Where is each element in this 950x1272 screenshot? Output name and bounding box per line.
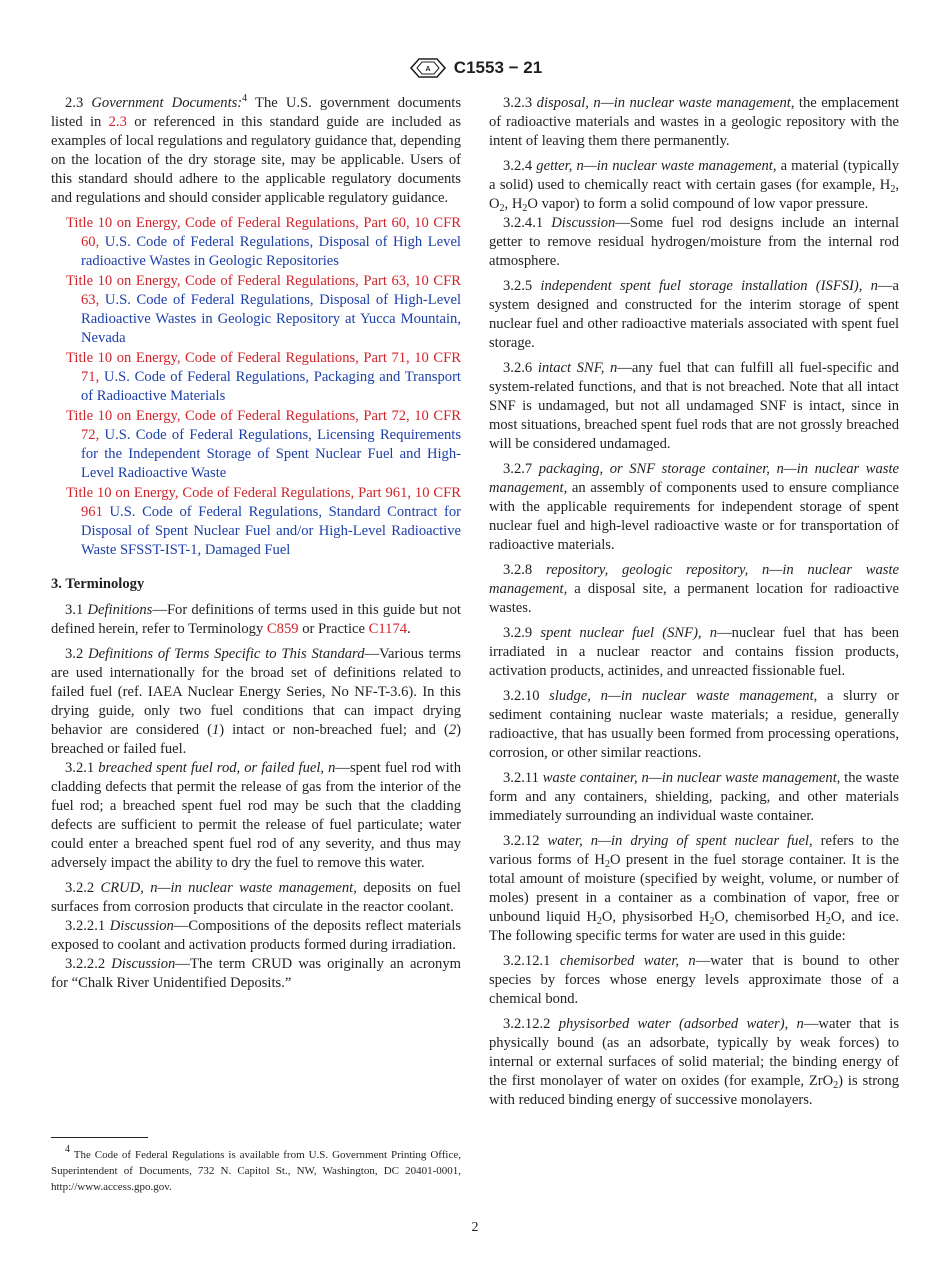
section-3-2-12: 3.2.12 water, n—in drying of spent nuclear fuel, refers to the various forms of $H_2O$ present in the fuel storage container. It is the total amount of moisture (specified by weight, volume, or number of moles) present in a container as a combination of vapor, free or unbound liquid $H_2O$, physisorbed $H_2O$, chemisorbed $H_2O$, and ice. The following specific terms for water are used in this guide: — [489, 833, 900, 944]
section-3-2-12-1: 3.2.12.1 chemisorbed water, n—water that is bound to other species by forces whose energy levels approximate those of a chemical bond. — [489, 953, 899, 1007]
section-3-2-11: 3.2.11 waste container, n—in nuclear waste management, the waste form and any containers, shielding, packing, and other materials immediately surrounding an individual waste container. — [489, 770, 899, 824]
reference-10cfr961[interactable]: Title 10 on Energy, Code of Federal Regulations, Part 961, 10 CFR 961 U.S. Code of Federal Regulations, Standard Contract for Disposal of Spent Nuclear Fuel and/or High-Level Radioactive Waste SFSST-IST-1, Damaged Fuel — [66, 485, 461, 558]
section-3-2-3: 3.2.3 disposal, n—in nuclear waste management, the emplacement of radioactive materials and wastes in a geologic repository with the intent of leaving them there permanently. — [489, 95, 899, 149]
page-header — [0, 56, 950, 80]
footnote-mark: 4 — [65, 1144, 70, 1155]
section-3-2-4-1: 3.2.4.1 Discussion—Some fuel rod designs include an internal getter to remove residual hydrogen/moisture from the internal rod atmosphere. — [489, 215, 899, 269]
reference-10cfr63[interactable]: Title 10 on Energy, Code of Federal Regulations, Part 63, 10 CFR 63, U.S. Code of Federal Regulations, Disposal of High-Level Radioactive Wastes in Geologic Repository at Yucca Mountain, Nevada — [66, 273, 461, 346]
section-link[interactable]: 2.3 — [108, 114, 127, 130]
section-3-1: 3.1 Definitions—For definitions of terms used in this guide but not defined herein, refer to Terminology C859 or Practice C1174. — [51, 602, 461, 637]
section-3-2-2-1: 3.2.2.1 Discussion—Compositions of the deposits reflect materials exposed to coolant and activation products formed during irradiation. — [51, 918, 461, 953]
section-3-2-10: 3.2.10 sludge, n—in nuclear waste management, a slurry or sediment containing nuclear waste materials; a residue, generally radioactive, that has usually been formed from processing operations, corrosion, or other similar reactions. — [489, 688, 899, 761]
footnote-ref[interactable]: 4 — [242, 93, 248, 104]
section-3-2-6: 3.2.6 intact SNF, n—any fuel that can fulfill all fuel-specific and system-related functions, and that is not breached. Note that all intact SNF is undamaged, but not all undamaged SNF is intact, since in most situations, breached spent fuel rods that are not grossly breached will be considered undamaged. — [489, 360, 899, 452]
page-number: 2 — [471, 1220, 479, 1235]
section-3-2-7: 3.2.7 packaging, or SNF storage container, n—in nuclear waste management, an assembly of components used to ensure compliance with the applicable requirements for independent storage of spent nuclear fuel and high-level radioactive waste or for transportation of radioactive materials. — [489, 461, 899, 553]
section-3-2-9: 3.2.9 spent nuclear fuel (SNF), n—nuclear fuel that has been irradiated in a nuclear reactor and contains fission products, activation products, actinides, and unreacted fissionable fuel. — [489, 625, 899, 679]
section-3-2-4: 3.2.4 getter, n—in nuclear waste management, a material (typically a solid) used to chemically react with certain gases (for example, $H_2$, $O_2$, $H_2O$ vapor) to form a solid compound of low vapor pressure. — [489, 158, 899, 214]
astm-logo-icon — [408, 56, 448, 80]
link-c859[interactable]: C859 — [266, 621, 299, 637]
section-3-2-2: 3.2.2 CRUD, n—in nuclear waste management, deposits on fuel surfaces from corrosion products that circulate in the reactor coolant. — [51, 880, 461, 915]
right-column — [489, 94, 899, 1116]
link-c1174[interactable]: C1174 — [368, 621, 408, 637]
section-2-3: 2.3 Government Documents:$^4$ The U.S. government documents listed in 2.3 or referenced in this standard guide are included as examples of local regulations and regulatory guidance that, depending on the location of the dry storage site, may be applicable. Users of this standard should adhere to the applicable regulatory documents and regulations and should consider applicable regulatory guidance. — [51, 93, 461, 206]
reference-10cfr72[interactable]: Title 10 on Energy, Code of Federal Regulations, Part 72, 10 CFR 72, U.S. Code of Federal Regulations, Licensing Requirements for the Independent Storage of Spent Nuclear Fuel and High-Level Radioactive Waste — [66, 408, 461, 481]
section-3-2: 3.2 Definitions of Terms Specific to This Standard—Various terms are used internationally for the broad set of definitions related to failed fuel (ref. IAEA Nuclear Energy Series, No NF-T-3.6). In this drying guide, only two fuel conditions that can impact drying behavior are considered (1) intact or non-breached fuel; and (2) breached or failed fuel. — [51, 646, 461, 757]
section-3-2-2-2: 3.2.2.2 Discussion—The term CRUD was originally an acronym for “Chalk River Unidentified Deposits.” — [51, 956, 461, 991]
svg-text:A: A — [425, 66, 431, 73]
footnote — [51, 1144, 461, 1195]
section-3-2-1: 3.2.1 breached spent fuel rod, or failed fuel, n—spent fuel rod with cladding defects that permit the release of gas from the interior of the fuel rod; a breached spent fuel rod may be such that the cladding defects are sufficient to permit the release of fuel particulate; water could enter a breached spent fuel rod of any severity, and thus may adversely impact the ability to dry the fuel to remove this water. — [51, 760, 461, 871]
section-3-2-12-2: 3.2.12.2 physisorbed water (adsorbed water), n—water that is physically bound (as an adsorbate, typically by weak forces) to internal or external surfaces of solid material; the binding energy of the first monolayer of water on oxides (for example, ZrO$_2$) is strong with reduced binding energy of successive monolayers. — [489, 1016, 900, 1108]
left-column — [51, 94, 461, 999]
document-number: C1553 − 21 — [453, 58, 543, 77]
footnote-text: The Code of Federal Regulations is available from U.S. Government Printing Office, Superintendent of Documents, 732 N. Capitol St., NW, Washington, DC 20401-0001, http://www.access.gpo.gov. — [51, 1149, 461, 1193]
section-3-2-8: 3.2.8 repository, geologic repository, n—in nuclear waste management, a disposal site, a permanent location for radioactive wastes. — [489, 562, 900, 616]
section-3-2-5: 3.2.5 independent spent fuel storage installation (ISFSI), n—a system designed and constructed for the interim storage of spent nuclear fuel and other radioactive materials associated with spent fuel storage. — [489, 278, 899, 351]
section-heading-terminology: 3. Terminology — [51, 576, 145, 592]
reference-10cfr71[interactable]: Title 10 on Energy, Code of Federal Regulations, Part 71, 10 CFR 71, U.S. Code of Federal Regulations, Packaging and Transport of Radioactive Materials — [66, 350, 461, 404]
reference-10cfr60[interactable]: Title 10 on Energy, Code of Federal Regulations, Part 60, 10 CFR 60, U.S. Code of Federal Regulations, Disposal of High Level radioactive Wastes in Geologic Repositories — [66, 215, 461, 269]
footnote-divider — [51, 1137, 148, 1138]
